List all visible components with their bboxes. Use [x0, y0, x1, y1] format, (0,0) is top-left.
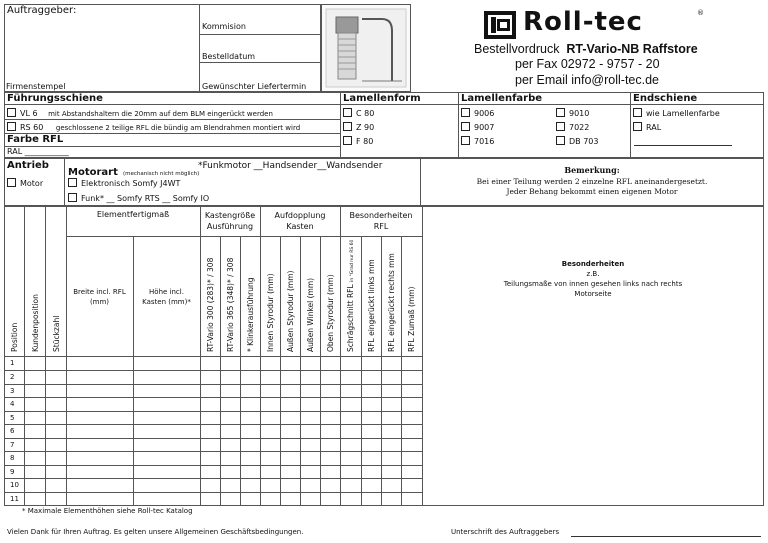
funk-checkbox[interactable] — [68, 193, 77, 202]
position-header: Position — [10, 322, 19, 352]
option-funk[interactable] — [68, 193, 209, 203]
9006-checkbox[interactable] — [461, 108, 470, 117]
db703-label: DB 703 — [569, 137, 599, 146]
aussen-winkel-header: Außen Winkel (mm) — [306, 277, 315, 352]
thanks-note: Vielen Dank für Ihren Auftrag. Es gelten unsere Allgemeinen Geschäftsbedingungen. — [7, 528, 304, 536]
aufdopplung-header — [260, 210, 340, 232]
besonder-note-title: Besonderheiten — [561, 260, 625, 268]
elementfertigmass-header: Elementfertigmaß — [96, 210, 170, 219]
besonder-note-line1: Teilungsmaße von innen gesehen links nach rechts — [503, 280, 683, 288]
aufdopplung-line2: Kasten — [286, 222, 314, 231]
schraeg-label: Schrägschnitt RFL — [346, 284, 355, 352]
option-f80[interactable] — [343, 136, 373, 146]
besonder-line2: RFL — [373, 222, 389, 231]
bemerkung-line2: Jeder Behang bekommt einen eigenen Motor — [506, 187, 678, 196]
9007-checkbox[interactable] — [461, 122, 470, 131]
ral-label: RAL — [646, 123, 662, 132]
signature-line[interactable] — [571, 536, 761, 537]
signature-label: Unterschrift des Auftraggebers — [451, 528, 560, 536]
rfl-links-header: RFL eingerückt links mm — [367, 259, 376, 352]
row-number: 9 — [10, 468, 15, 476]
rfl-rechts-header: RFL eingerückt rechts mm — [387, 253, 396, 352]
ral-checkbox[interactable] — [633, 122, 642, 131]
row-number: 3 — [10, 387, 15, 395]
motorart-heading — [68, 160, 199, 179]
row-number: 11 — [10, 495, 19, 503]
farbe-rfl-ral[interactable]: RAL ___________ — [7, 147, 69, 156]
z90-checkbox[interactable] — [343, 122, 352, 131]
funk-label: Funk* __ Somfy RTS __ Somfy IO — [81, 194, 210, 203]
row-number: 1 — [10, 359, 15, 367]
lamellenform-title: Lamellenform — [343, 93, 421, 104]
fax-line: per Fax 02972 - 9757 - 20 — [515, 57, 660, 71]
hoehe-line1: Höhe incl. — [149, 288, 184, 296]
besonderheiten-note[interactable] — [422, 259, 764, 299]
product-image — [321, 4, 411, 92]
row-number: 10 — [10, 481, 19, 489]
brand-logo — [483, 9, 713, 41]
z90-label: Z 90 — [356, 123, 375, 132]
elektronisch-label: Elektronisch Somfy J4WT — [81, 179, 181, 188]
besonder-line1: Besonderheiten — [349, 211, 413, 220]
fuehrung-title: Führungsschiene — [7, 93, 103, 104]
option-ral[interactable] — [633, 122, 661, 132]
aussen-styrodur-header: Außen Styrodur (mm) — [286, 270, 295, 352]
c80-label: C 80 — [356, 109, 375, 118]
motorart-note: (mechanisch nicht möglich) — [122, 171, 200, 177]
firmenstempel-label: Firmenstempel — [6, 82, 66, 91]
bemerkung-line1: Bei einer Teilung werden 2 einzelne RFL aneinandergesetzt. — [476, 177, 708, 186]
rt300-header: RT-Vario 300 (283)* / 308 — [206, 257, 215, 352]
7022-label: 7022 — [569, 123, 590, 132]
antrieb-title: Antrieb — [7, 160, 49, 171]
option-9007[interactable] — [461, 122, 494, 132]
9010-label: 9010 — [569, 109, 590, 118]
order-form-prefix: Bestellvordruck — [474, 42, 560, 56]
kommision-box[interactable] — [199, 4, 321, 92]
7016-label: 7016 — [474, 137, 495, 146]
klinker-header: * Klinkerausführung — [246, 277, 255, 352]
bestelldatum-label: Bestelldatum — [202, 52, 256, 61]
option-wie-lamellenfarbe[interactable] — [633, 108, 720, 118]
kommision-label: Kommision — [202, 22, 246, 31]
hoehe-line2: Kasten (mm)* — [142, 298, 191, 306]
max-height-note: * Maximale Elementhöhen siehe Roll-tec Katalog — [22, 507, 193, 515]
motorart-title: Motorart — [68, 167, 118, 178]
auftraggeber-box[interactable] — [4, 4, 200, 92]
besonderheiten-header — [340, 210, 422, 232]
order-form-name: RT-Vario-NB Raffstore — [566, 42, 698, 56]
option-rs60[interactable] — [7, 122, 300, 132]
email-line: per Email info@roll-tec.de — [515, 73, 659, 87]
endschiene-ral-line[interactable] — [634, 145, 732, 146]
9010-checkbox[interactable] — [556, 108, 565, 117]
row-number: 4 — [10, 400, 15, 408]
row-number: 2 — [10, 373, 15, 381]
lamellenfarbe-title: Lamellenfarbe — [461, 93, 543, 104]
funkmotor-line[interactable]: *Funkmotor __Handsender__Wandsender — [198, 161, 383, 171]
kasten-line2: Ausführung — [206, 222, 254, 231]
vl6-desc: mit Abstandshaltern die 20mm auf dem BLM eingerückt werden — [48, 110, 273, 118]
option-z90[interactable] — [343, 122, 374, 132]
c80-checkbox[interactable] — [343, 108, 352, 117]
elektronisch-checkbox[interactable] — [68, 178, 77, 187]
option-7016[interactable] — [461, 136, 494, 146]
bemerkung-block — [422, 165, 762, 196]
wie-lamellenfarbe-label: wie Lamellenfarbe — [646, 109, 720, 118]
f80-checkbox[interactable] — [343, 136, 352, 145]
option-9010[interactable] — [556, 108, 589, 118]
breite-line1: Breite incl. RFL — [73, 288, 126, 296]
row-number: 8 — [10, 454, 15, 462]
row-number: 6 — [10, 427, 15, 435]
endschiene-title: Endschiene — [633, 93, 698, 104]
rt365-header: RT-Vario 365 (348)* / 308 — [226, 257, 235, 352]
option-elektronisch[interactable] — [68, 178, 180, 188]
schraegschnitt-header — [346, 240, 355, 352]
order-form-title — [474, 42, 698, 56]
rfl-zumass-header: RFL Zumaß (mm) — [407, 286, 416, 352]
vl6-checkbox[interactable] — [7, 108, 16, 117]
9007-label: 9007 — [474, 123, 495, 132]
option-vl6[interactable] — [7, 108, 273, 118]
option-db703[interactable] — [556, 136, 598, 146]
kasten-line1: Kastengröße — [204, 211, 256, 220]
option-c80[interactable] — [343, 108, 374, 118]
wie-lamellenfarbe-checkbox[interactable] — [633, 108, 642, 117]
kastengroesse-header — [200, 210, 260, 232]
innen-styrodur-header: Innen Styrodur (mm) — [266, 273, 275, 352]
besonder-note-zb: z.B. — [586, 270, 600, 278]
f80-label: F 80 — [356, 137, 374, 146]
row-number: 5 — [10, 414, 15, 422]
breite-header — [66, 287, 133, 307]
option-7022[interactable] — [556, 122, 589, 132]
motor-checkbox[interactable] — [7, 178, 16, 187]
db703-checkbox[interactable] — [556, 136, 565, 145]
aufdopplung-line1: Aufdopplung — [274, 211, 326, 220]
oben-styrodur-header: Oben Styrodur (mm) — [326, 274, 335, 352]
schraeg-note: in °Grad nur RS 60 — [350, 239, 355, 282]
kundenposition-header: Kundenposition — [31, 294, 40, 352]
motor-label: Motor — [20, 179, 44, 188]
rs60-desc: geschlossene 2 teilige RFL die bündig am Blendrahmen montiert wird — [55, 124, 301, 132]
liefertermin-label: Gewünschter Liefertermin — [202, 82, 307, 91]
hoehe-header — [133, 287, 200, 307]
option-motor[interactable] — [7, 178, 43, 188]
rs60-checkbox[interactable] — [7, 122, 16, 131]
vl6-label: VL 6 — [20, 109, 38, 118]
brand-mark-icon — [483, 10, 517, 40]
row-number: 7 — [10, 441, 15, 449]
auftraggeber-label: Auftraggeber: — [7, 5, 77, 16]
besonder-note-line2: Motorseite — [574, 290, 612, 298]
stueckzahl-header: Stückzahl — [52, 315, 61, 352]
registered-mark: ® — [697, 9, 704, 17]
9006-label: 9006 — [474, 109, 495, 118]
bemerkung-title: Bemerkung: — [564, 165, 620, 175]
rs60-label: RS 60 — [20, 123, 44, 132]
option-9006[interactable] — [461, 108, 494, 118]
breite-line2: (mm) — [89, 298, 110, 306]
farbe-rfl-title: Farbe RFL — [7, 134, 64, 145]
brand-name: Roll-tec — [523, 7, 643, 37]
7016-checkbox[interactable] — [461, 136, 470, 145]
7022-checkbox[interactable] — [556, 122, 565, 131]
